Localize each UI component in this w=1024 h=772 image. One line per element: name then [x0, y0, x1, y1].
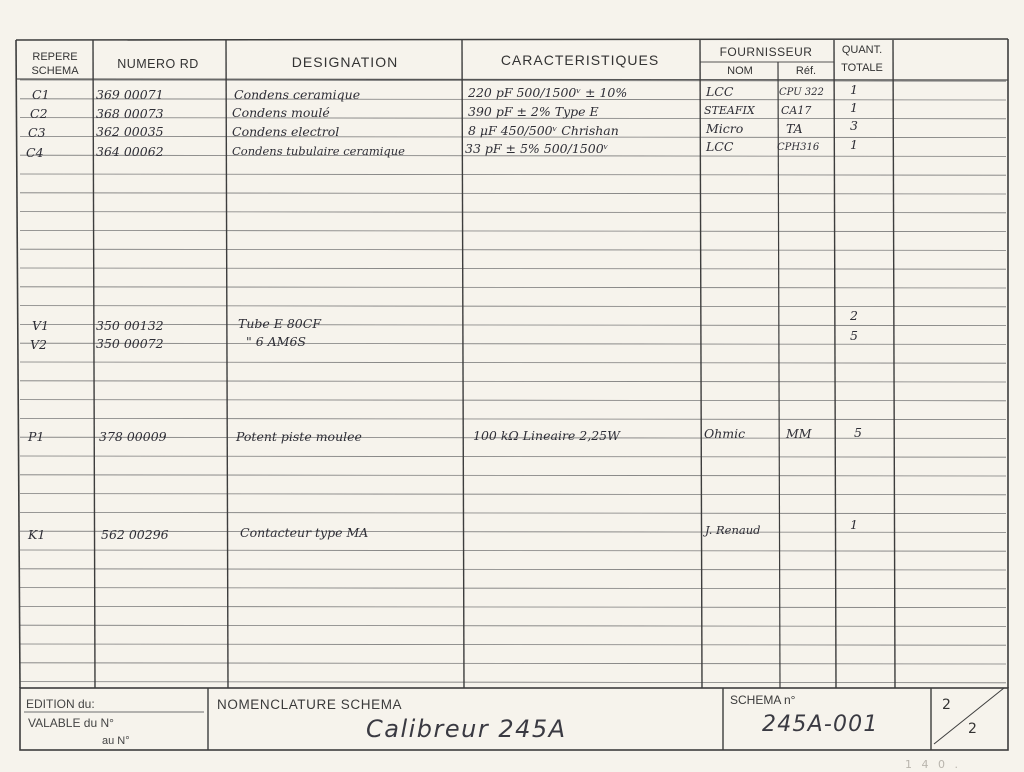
schema-label: SCHEMA n° [730, 693, 796, 707]
cell-fournisseur-ref: TA [786, 121, 803, 136]
cell-designation: Contacteur type MA [240, 525, 369, 540]
header-nom: NOM [727, 65, 753, 77]
cell-designation: Condens moulé [232, 105, 330, 120]
header-quant-line2: TOTALE [841, 62, 883, 74]
header-quant-line1: QUANT. [841, 44, 883, 56]
cell-repere: K1 [28, 527, 46, 542]
cell-fournisseur-ref: CPH316 [777, 142, 820, 153]
edition-label: EDITION du: [26, 697, 95, 711]
cell-designation: Condens ceramique [234, 87, 361, 102]
cell-numero: 364 00062 [96, 144, 164, 159]
au-label: au N° [102, 735, 130, 747]
header-fournisseur: FOURNISSEUR [719, 45, 813, 59]
cell-caracteristiques: 390 pF ± 2% Type E [468, 104, 599, 119]
cell-numero: 350 00072 [96, 336, 164, 351]
cell-quant: 2 [850, 308, 858, 323]
nomenclature-value: Calibreur 245A [366, 715, 567, 743]
header-numero: NUMERO RD [117, 57, 199, 71]
cell-designation: Tube E 80CF [238, 316, 322, 331]
cell-caracteristiques: 8 μF 450/500ᵛ Chrishan [468, 123, 619, 138]
cell-quant: 3 [850, 118, 858, 133]
cell-quant: 5 [854, 425, 862, 440]
cell-caracteristiques: 100 kΩ Lineaire 2,25W [473, 428, 620, 443]
cell-numero: 368 00073 [96, 106, 164, 121]
cell-repere: C4 [26, 145, 44, 160]
cell-fournisseur-ref: CPU 322 [779, 87, 824, 98]
header-repere-line2: SCHEMA [31, 65, 79, 77]
cell-numero: 369 00071 [96, 87, 164, 102]
cell-fournisseur-ref: CA17 [781, 104, 812, 117]
cell-repere: V2 [30, 337, 47, 352]
bleed-through-mark: 1 4 0 . [905, 758, 961, 771]
cell-caracteristiques: 220 pF 500/1500ᵛ ± 10% [468, 85, 628, 100]
valable-label: VALABLE du N° [28, 716, 114, 730]
cell-fournisseur-nom: Micro [706, 121, 744, 136]
cell-quant: 1 [850, 517, 858, 532]
cell-fournisseur-nom: Ohmic [704, 426, 746, 441]
cell-repere: C3 [28, 125, 46, 140]
nomenclature-label: NOMENCLATURE SCHEMA [217, 697, 403, 712]
cell-numero: 378 00009 [99, 429, 167, 444]
cell-quant: 1 [850, 137, 858, 152]
header-designation: DESIGNATION [291, 54, 399, 70]
cell-numero: 562 00296 [101, 527, 169, 542]
header-caracteristiques: CARACTERISTIQUES [500, 52, 660, 68]
cell-quant: 1 [850, 82, 858, 97]
cell-repere: C1 [32, 87, 50, 102]
cell-fournisseur-ref: MM [786, 426, 812, 441]
header-repere-line1: REPERE [32, 51, 78, 63]
page-current: 2 [942, 697, 951, 713]
cell-quant: 1 [850, 100, 858, 115]
cell-quant: 5 [850, 328, 858, 343]
cell-numero: 362 00035 [96, 124, 164, 139]
page-total: 2 [968, 721, 977, 737]
cell-numero: 350 00132 [96, 318, 164, 333]
cell-designation: " 6 AM6S [246, 334, 306, 349]
cell-repere: P1 [28, 429, 45, 444]
cell-fournisseur-nom: J. Renaud [705, 523, 761, 537]
cell-fournisseur-nom: STEAFIX [704, 104, 755, 117]
cell-designation: Condens electrol [232, 124, 340, 139]
cell-designation: Potent piste moulee [236, 429, 362, 444]
header-ref: Réf. [795, 65, 817, 77]
cell-designation: Condens tubulaire ceramique [232, 144, 405, 158]
cell-repere: C2 [30, 106, 48, 121]
cell-fournisseur-nom: LCC [706, 139, 734, 154]
cell-fournisseur-nom: LCC [706, 84, 734, 99]
cell-caracteristiques: 33 pF ± 5% 500/1500ᵛ [465, 141, 609, 156]
cell-repere: V1 [32, 318, 49, 333]
frame-top [16, 39, 1008, 40]
schema-value: 245A-001 [762, 712, 879, 737]
